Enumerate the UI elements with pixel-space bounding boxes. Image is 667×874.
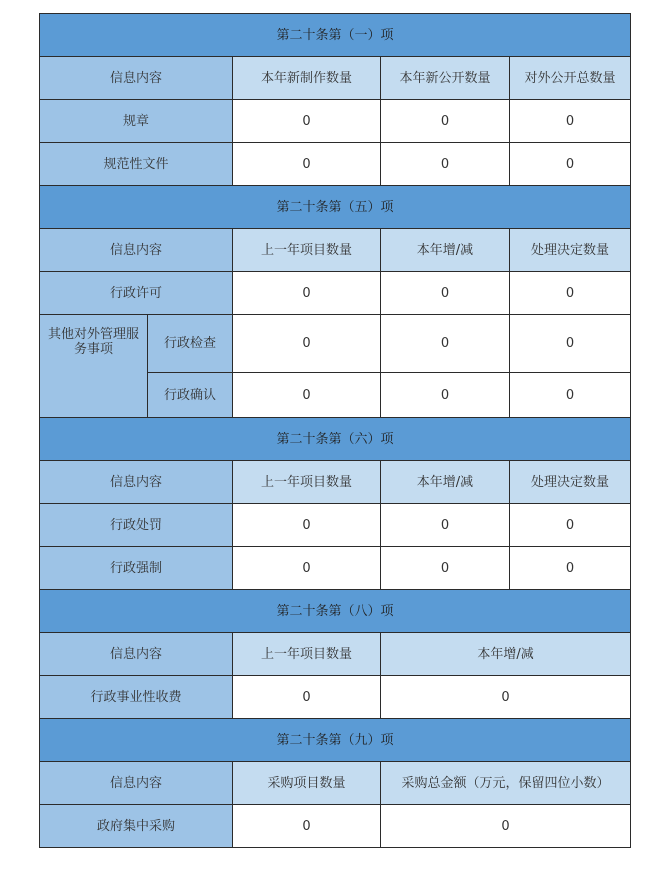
- cell-value: 0: [381, 272, 510, 315]
- section-title: 第二十条第（五）项: [40, 186, 631, 229]
- row-label: 规范性文件: [40, 143, 233, 186]
- cell-value: 0: [233, 143, 381, 186]
- cell-value: 0: [381, 504, 510, 547]
- column-header: 处理决定数量: [510, 229, 631, 272]
- cell-value: 0: [510, 315, 631, 373]
- cell-value: 0: [233, 100, 381, 143]
- column-header: 采购项目数量: [233, 762, 381, 805]
- column-header: 上一年项目数量: [233, 633, 381, 676]
- cell-value: 0: [233, 315, 381, 373]
- cell-value: 0: [381, 100, 510, 143]
- cell-value: 0: [233, 272, 381, 315]
- cell-value: 0: [233, 676, 381, 719]
- cell-value: 0: [510, 100, 631, 143]
- column-header: 处理决定数量: [510, 461, 631, 504]
- cell-value: 0: [510, 504, 631, 547]
- row-label: 规章: [40, 100, 233, 143]
- row-label: 行政检查: [148, 315, 233, 373]
- cell-value: 0: [510, 547, 631, 590]
- cell-value: 0: [233, 805, 381, 848]
- section-title: 第二十条第（九）项: [40, 719, 631, 762]
- column-header: 本年增/减: [381, 633, 631, 676]
- cell-value: 0: [381, 805, 631, 848]
- column-header: 信息内容: [40, 762, 233, 805]
- row-label: 行政许可: [40, 272, 233, 315]
- cell-value: 0: [381, 143, 510, 186]
- section-title: 第二十条第（六）项: [40, 418, 631, 461]
- row-label: 行政强制: [40, 547, 233, 590]
- row-label: 行政确认: [148, 373, 233, 418]
- column-header: 信息内容: [40, 461, 233, 504]
- column-header: 对外公开总数量: [510, 57, 631, 100]
- column-header: 信息内容: [40, 57, 233, 100]
- cell-value: 0: [510, 373, 631, 418]
- cell-value: 0: [381, 676, 631, 719]
- column-header: 上一年项目数量: [233, 229, 381, 272]
- section-title: 第二十条第（一）项: [40, 14, 631, 57]
- row-label: 行政处罚: [40, 504, 233, 547]
- cell-value: 0: [510, 143, 631, 186]
- disclosure-table: [39, 13, 631, 848]
- row-label: 行政事业性收费: [40, 676, 233, 719]
- section-title: 第二十条第（八）项: [40, 590, 631, 633]
- column-header: 信息内容: [40, 633, 233, 676]
- cell-value: 0: [233, 373, 381, 418]
- group-label: 其他对外管理服务事项: [40, 315, 148, 418]
- row-label: 政府集中采购: [40, 805, 233, 848]
- column-header: 信息内容: [40, 229, 233, 272]
- column-header: 上一年项目数量: [233, 461, 381, 504]
- column-header: 采购总金额（万元，保留四位小数）: [381, 762, 631, 805]
- column-header: 本年增/减: [381, 229, 510, 272]
- cell-value: 0: [381, 547, 510, 590]
- cell-value: 0: [233, 547, 381, 590]
- column-header: 本年新公开数量: [381, 57, 510, 100]
- column-header: 本年新制作数量: [233, 57, 381, 100]
- column-header: 本年增/减: [381, 461, 510, 504]
- cell-value: 0: [510, 272, 631, 315]
- cell-value: 0: [381, 315, 510, 373]
- cell-value: 0: [233, 504, 381, 547]
- cell-value: 0: [381, 373, 510, 418]
